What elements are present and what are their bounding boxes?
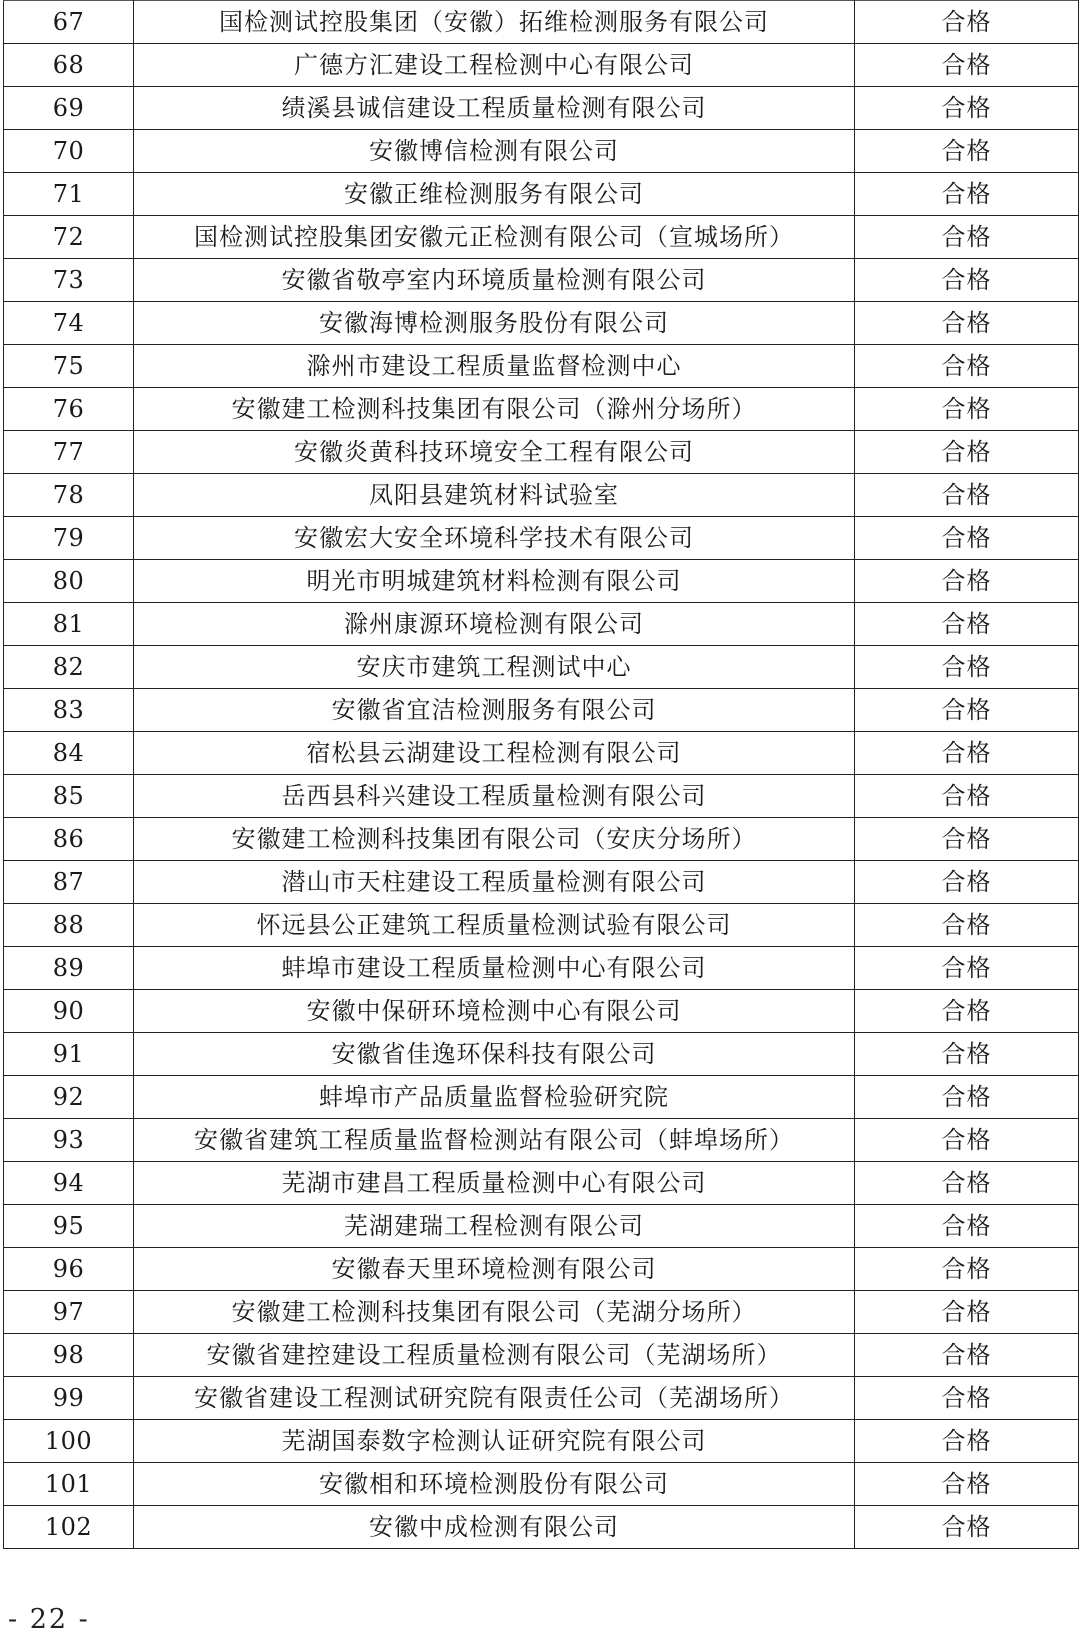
- table-row: [4, 87, 1079, 130]
- institution-name: 明光市明城建筑材料检测有限公司: [134, 560, 855, 603]
- row-number: 74: [4, 302, 134, 345]
- institution-name: 国检测试控股集团安徽元正检测有限公司（宣城场所）: [134, 216, 855, 259]
- institution-name: 潜山市天柱建设工程质量检测有限公司: [134, 861, 855, 904]
- institution-name: 安徽相和环境检测股份有限公司: [134, 1463, 855, 1506]
- table-row: [4, 474, 1079, 517]
- inspection-result: 合格: [855, 1119, 1079, 1162]
- inspection-result: 合格: [855, 990, 1079, 1033]
- row-number: 92: [4, 1076, 134, 1119]
- inspection-result: 合格: [855, 345, 1079, 388]
- table-row: [4, 560, 1079, 603]
- inspection-result: 合格: [855, 603, 1079, 646]
- row-number: 79: [4, 517, 134, 560]
- row-number: 85: [4, 775, 134, 818]
- institution-name: 宿松县云湖建设工程检测有限公司: [134, 732, 855, 775]
- table-body: [4, 1, 1079, 1549]
- inspection-result: 合格: [855, 44, 1079, 87]
- table-row: [4, 775, 1079, 818]
- table-row: [4, 1463, 1079, 1506]
- row-number: 76: [4, 388, 134, 431]
- institution-name: 安徽省敬亭室内环境质量检测有限公司: [134, 259, 855, 302]
- inspection-result: 合格: [855, 130, 1079, 173]
- table-row: [4, 1205, 1079, 1248]
- row-number: 99: [4, 1377, 134, 1420]
- row-number: 89: [4, 947, 134, 990]
- table-row: [4, 818, 1079, 861]
- inspection-result: 合格: [855, 87, 1079, 130]
- table-row: [4, 646, 1079, 689]
- row-number: 75: [4, 345, 134, 388]
- page-number: - 22 -: [8, 1604, 90, 1635]
- table-row: [4, 130, 1079, 173]
- institution-name: 安徽省建筑工程质量监督检测站有限公司（蚌埠场所）: [134, 1119, 855, 1162]
- table-row: [4, 732, 1079, 775]
- table-row: [4, 302, 1079, 345]
- institution-name: 安徽省建设工程测试研究院有限责任公司（芜湖场所）: [134, 1377, 855, 1420]
- inspection-result: 合格: [855, 689, 1079, 732]
- institution-name: 绩溪县诚信建设工程质量检测有限公司: [134, 87, 855, 130]
- institution-name: 国检测试控股集团（安徽）拓维检测服务有限公司: [134, 1, 855, 44]
- row-number: 77: [4, 431, 134, 474]
- row-number: 78: [4, 474, 134, 517]
- institution-name: 安徽中成检测有限公司: [134, 1506, 855, 1549]
- inspection-result: 合格: [855, 904, 1079, 947]
- inspection-result: 合格: [855, 517, 1079, 560]
- institution-name: 芜湖市建昌工程质量检测中心有限公司: [134, 1162, 855, 1205]
- institution-name: 岳西县科兴建设工程质量检测有限公司: [134, 775, 855, 818]
- table-row: [4, 216, 1079, 259]
- row-number: 82: [4, 646, 134, 689]
- inspection-result: 合格: [855, 173, 1079, 216]
- inspection-result: 合格: [855, 302, 1079, 345]
- row-number: 84: [4, 732, 134, 775]
- row-number: 100: [4, 1420, 134, 1463]
- institution-name: 广德方汇建设工程检测中心有限公司: [134, 44, 855, 87]
- inspection-result: 合格: [855, 216, 1079, 259]
- institution-name: 怀远县公正建筑工程质量检测试验有限公司: [134, 904, 855, 947]
- row-number: 98: [4, 1334, 134, 1377]
- table-row: [4, 1033, 1079, 1076]
- institution-name: 安徽中保研环境检测中心有限公司: [134, 990, 855, 1033]
- inspection-result: 合格: [855, 1, 1079, 44]
- inspection-result: 合格: [855, 818, 1079, 861]
- inspection-result: 合格: [855, 1506, 1079, 1549]
- inspection-result: 合格: [855, 474, 1079, 517]
- table-row: [4, 44, 1079, 87]
- inspection-result: 合格: [855, 388, 1079, 431]
- row-number: 86: [4, 818, 134, 861]
- row-number: 88: [4, 904, 134, 947]
- table-row: [4, 1291, 1079, 1334]
- inspection-result: 合格: [855, 1463, 1079, 1506]
- inspection-result: 合格: [855, 1334, 1079, 1377]
- row-number: 71: [4, 173, 134, 216]
- table-row: [4, 388, 1079, 431]
- institution-name: 芜湖建瑞工程检测有限公司: [134, 1205, 855, 1248]
- inspection-result: 合格: [855, 1420, 1079, 1463]
- inspection-result: 合格: [855, 1162, 1079, 1205]
- inspection-result: 合格: [855, 732, 1079, 775]
- row-number: 93: [4, 1119, 134, 1162]
- inspection-result: 合格: [855, 947, 1079, 990]
- inspection-result: 合格: [855, 861, 1079, 904]
- row-number: 95: [4, 1205, 134, 1248]
- inspection-result: 合格: [855, 1205, 1079, 1248]
- row-number: 67: [4, 1, 134, 44]
- inspection-result: 合格: [855, 1377, 1079, 1420]
- table-row: [4, 603, 1079, 646]
- institution-name: 安徽建工检测科技集团有限公司（芜湖分场所）: [134, 1291, 855, 1334]
- table-row: [4, 947, 1079, 990]
- row-number: 97: [4, 1291, 134, 1334]
- institution-name: 安徽博信检测有限公司: [134, 130, 855, 173]
- row-number: 81: [4, 603, 134, 646]
- row-number: 73: [4, 259, 134, 302]
- row-number: 101: [4, 1463, 134, 1506]
- institution-name: 安徽建工检测科技集团有限公司（滁州分场所）: [134, 388, 855, 431]
- row-number: 80: [4, 560, 134, 603]
- row-number: 68: [4, 44, 134, 87]
- row-number: 94: [4, 1162, 134, 1205]
- institution-name: 安徽省建控建设工程质量检测有限公司（芜湖场所）: [134, 1334, 855, 1377]
- table-row: [4, 1377, 1079, 1420]
- row-number: 72: [4, 216, 134, 259]
- institution-name: 滁州康源环境检测有限公司: [134, 603, 855, 646]
- table-row: [4, 689, 1079, 732]
- row-number: 87: [4, 861, 134, 904]
- row-number: 70: [4, 130, 134, 173]
- table-row: [4, 990, 1079, 1033]
- table-row: [4, 904, 1079, 947]
- institution-name: 安徽正维检测服务有限公司: [134, 173, 855, 216]
- inspection-result: 合格: [855, 431, 1079, 474]
- row-number: 90: [4, 990, 134, 1033]
- table-row: [4, 1076, 1079, 1119]
- inspection-result: 合格: [855, 646, 1079, 689]
- institution-name: 蚌埠市建设工程质量检测中心有限公司: [134, 947, 855, 990]
- row-number: 96: [4, 1248, 134, 1291]
- table-row: [4, 861, 1079, 904]
- table-row: [4, 259, 1079, 302]
- institution-name: 安徽省佳逸环保科技有限公司: [134, 1033, 855, 1076]
- row-number: 102: [4, 1506, 134, 1549]
- institution-name: 安徽炎黄科技环境安全工程有限公司: [134, 431, 855, 474]
- inspection-result: 合格: [855, 775, 1079, 818]
- institution-name: 安庆市建筑工程测试中心: [134, 646, 855, 689]
- table-row: [4, 1420, 1079, 1463]
- table-row: [4, 1119, 1079, 1162]
- inspection-result: 合格: [855, 1033, 1079, 1076]
- inspection-result: 合格: [855, 259, 1079, 302]
- table-row: [4, 1248, 1079, 1291]
- institution-name: 安徽建工检测科技集团有限公司（安庆分场所）: [134, 818, 855, 861]
- institution-name: 凤阳县建筑材料试验室: [134, 474, 855, 517]
- inspection-result: 合格: [855, 560, 1079, 603]
- table-row: [4, 517, 1079, 560]
- table-row: [4, 1506, 1079, 1549]
- table-row: [4, 173, 1079, 216]
- row-number: 83: [4, 689, 134, 732]
- table-row: [4, 345, 1079, 388]
- institution-name: 安徽宏大安全环境科学技术有限公司: [134, 517, 855, 560]
- table-row: [4, 431, 1079, 474]
- institution-name: 安徽省宜洁检测服务有限公司: [134, 689, 855, 732]
- inspection-result: 合格: [855, 1291, 1079, 1334]
- row-number: 69: [4, 87, 134, 130]
- institution-name: 安徽春天里环境检测有限公司: [134, 1248, 855, 1291]
- inspection-result: 合格: [855, 1076, 1079, 1119]
- institution-name: 安徽海博检测服务股份有限公司: [134, 302, 855, 345]
- table-row: [4, 1162, 1079, 1205]
- inspection-result: 合格: [855, 1248, 1079, 1291]
- results-table: [3, 0, 1079, 1549]
- table-row: [4, 1334, 1079, 1377]
- institution-name: 芜湖国泰数字检测认证研究院有限公司: [134, 1420, 855, 1463]
- institution-name: 蚌埠市产品质量监督检验研究院: [134, 1076, 855, 1119]
- row-number: 91: [4, 1033, 134, 1076]
- table-row: [4, 1, 1079, 44]
- institution-name: 滁州市建设工程质量监督检测中心: [134, 345, 855, 388]
